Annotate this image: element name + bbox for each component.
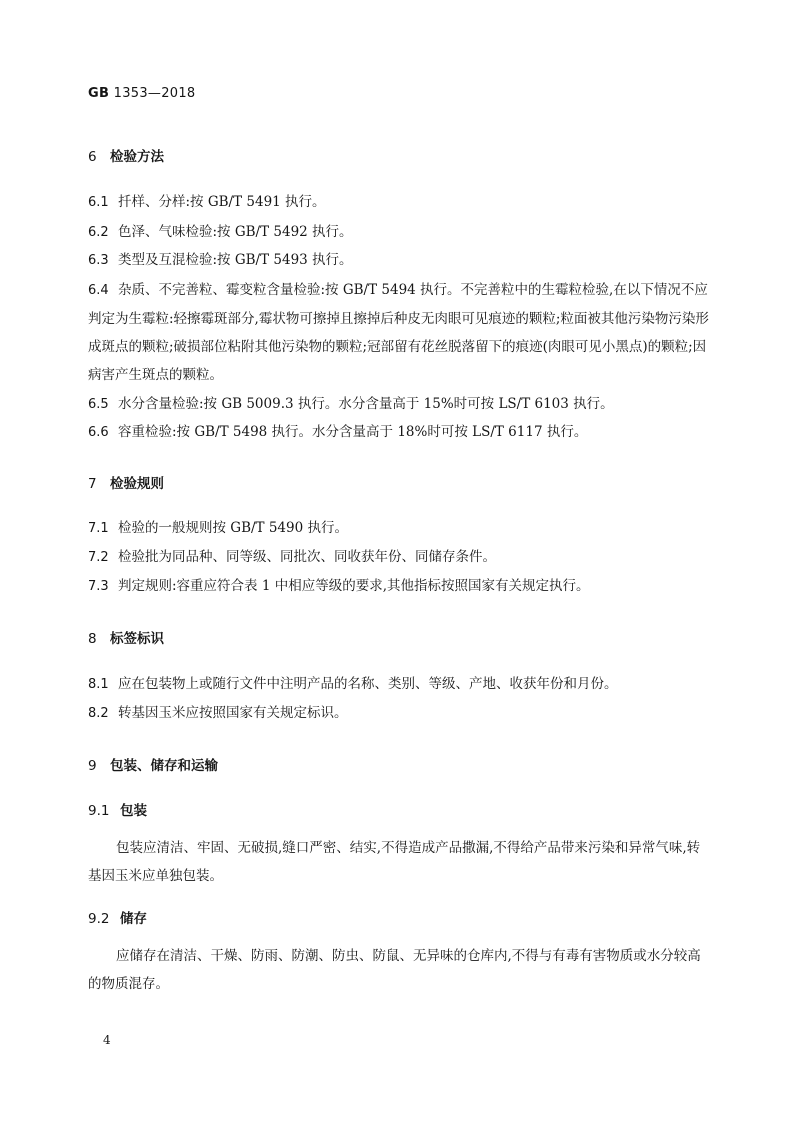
clause-8-1 — [88, 670, 713, 699]
clause-text: 类型及互混检验:按 GB/T 5493 执行。 — [118, 252, 353, 268]
clause-text: 水分含量检验:按 GB 5009.3 执行。水分含量高于 15%时可按 LS/T 6103 执行。 — [118, 396, 614, 412]
clause-number: 6.4 — [88, 283, 109, 298]
subsection-heading-9-1 — [88, 799, 147, 819]
clause-text: 杂质、不完善粒、霉变粒含量检验:按 GB/T 5494 执行。不完善粒中的生霉粒检验,在以下情况不应判定为生霉粒:轻擦霉斑部分,霉状物可擦掉且擦掉后种皮无肉眼可见痕迹的颗粒;粒面被其他污染物污染形成斑点的颗粒;破损部位粘附其他污染物的颗粒;冠部留有花丝脱落留下的痕迹(肉眼可见小黑点)的颗粒;因病害产生斑点的颗粒。 — [88, 282, 709, 383]
clause-8-2 — [88, 699, 713, 728]
clause-6-5 — [88, 390, 713, 419]
section-number: 9 — [88, 758, 97, 774]
clause-number: 6.6 — [88, 425, 109, 440]
clause-number: 6.5 — [88, 397, 109, 412]
clause-text: 转基因玉米应按照国家有关规定标识。 — [118, 705, 348, 721]
clause-6-1 — [88, 188, 713, 217]
clause-text: 检验批为同品种、同等级、同批次、同收获年份、同储存条件。 — [118, 549, 496, 565]
section-number: 7 — [88, 476, 97, 492]
clause-text: 扦样、分样:按 GB/T 5491 执行。 — [118, 194, 326, 210]
clause-number: 8.1 — [88, 677, 109, 692]
clause-text: 容重检验:按 GB/T 5498 执行。水分含量高于 18%时可按 LS/T 6117 执行。 — [118, 424, 588, 440]
section-number: 8 — [88, 631, 97, 647]
section-title: 包装、储存和运输 — [110, 758, 218, 774]
clause-6-2 — [88, 218, 713, 247]
clause-6-4 — [88, 276, 713, 389]
clause-number: 8.2 — [88, 706, 109, 721]
section-title: 检验规则 — [110, 476, 164, 492]
clause-number: 7.1 — [88, 521, 109, 536]
clause-text: 色泽、气味检验:按 GB/T 5492 执行。 — [118, 224, 353, 240]
section-title: 检验方法 — [110, 149, 164, 165]
section-title: 标签标识 — [110, 631, 164, 647]
section-heading-6 — [88, 145, 164, 165]
clause-text: 应在包装物上或随行文件中注明产品的名称、类别、等级、产地、收获年份和月份。 — [118, 676, 618, 692]
clause-7-2 — [88, 543, 713, 572]
subsection-heading-9-2 — [88, 907, 147, 927]
clause-number: 7.3 — [88, 579, 109, 594]
clause-text: 判定规则:容重应符合表 1 中相应等级的要求,其他指标按照国家有关规定执行。 — [118, 578, 590, 594]
clause-number: 6.2 — [88, 225, 109, 240]
subsection-title: 包装 — [120, 803, 147, 819]
section-heading-9 — [88, 754, 218, 774]
standard-number: 1353—2018 — [113, 86, 196, 101]
section-heading-8 — [88, 627, 164, 647]
paragraph-storage: 应储存在清洁、干燥、防雨、防潮、防虫、防鼠、无异味的仓库内,不得与有毒有害物质或水分较高的物质混存。 — [88, 948, 701, 992]
clause-7-1 — [88, 514, 713, 543]
subsection-number: 9.1 — [88, 803, 110, 819]
clause-number: 7.2 — [88, 550, 109, 565]
clause-6-3 — [88, 246, 713, 275]
clause-number: 6.1 — [88, 195, 109, 210]
standard-prefix: GB — [88, 86, 110, 101]
standard-code-header — [88, 86, 196, 101]
page-number: 4 — [103, 1033, 111, 1047]
subsection-title: 储存 — [120, 911, 147, 927]
section-heading-7 — [88, 472, 164, 492]
subsection-number: 9.2 — [88, 911, 110, 927]
clause-text: 检验的一般规则按 GB/T 5490 执行。 — [118, 520, 348, 536]
section-number: 6 — [88, 149, 97, 165]
clause-6-6 — [88, 418, 713, 447]
paragraph-packaging: 包装应清洁、牢固、无破损,缝口严密、结实,不得造成产品撒漏,不得给产品带来污染和异常气味,转基因玉米应单独包装。 — [88, 840, 701, 884]
clause-7-3 — [88, 572, 713, 601]
clause-number: 6.3 — [88, 253, 109, 268]
